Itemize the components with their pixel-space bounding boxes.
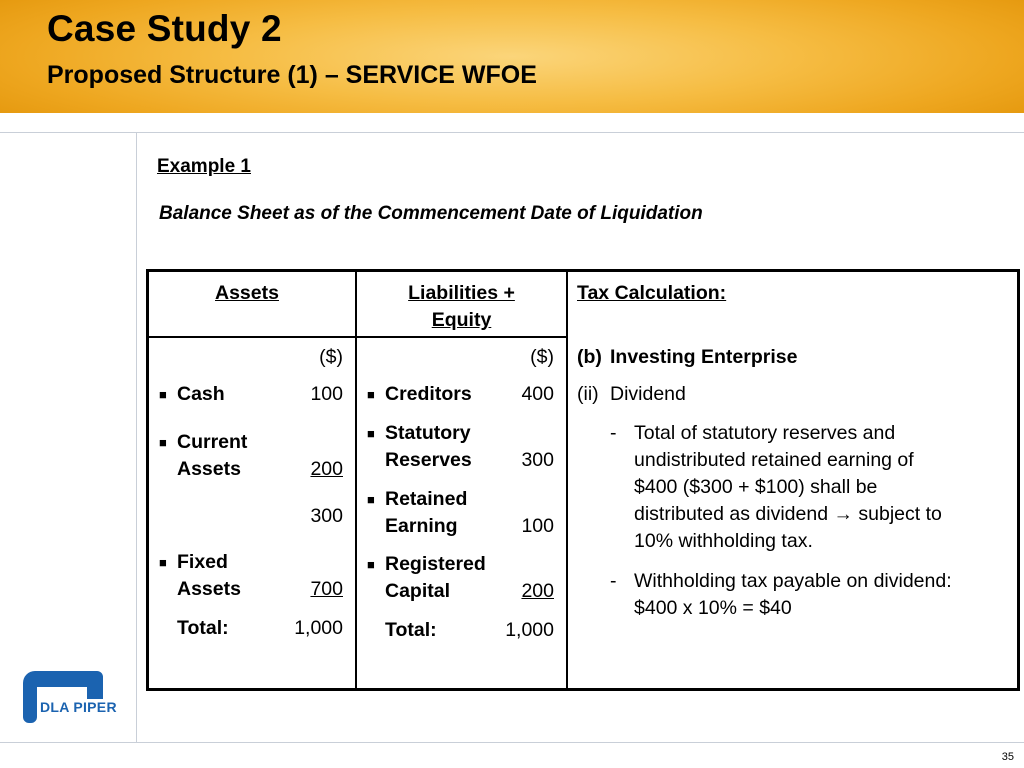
bullet-icon: ■ [367,557,375,572]
assets-total-value: 1,000 [294,617,343,639]
liability-creditors-label: Creditors [385,383,472,405]
liability-statutory-label-line1: Statutory [385,422,471,444]
bullet-icon: ■ [367,426,375,441]
liabilities-unit: ($) [530,346,554,368]
balance-sheet-table [146,269,1020,691]
bullet-icon: ■ [367,492,375,507]
asset-cash-label: Cash [177,383,225,405]
asset-current-label-line1: Current [177,431,248,453]
assets-unit: ($) [319,346,343,368]
tax-heading: Tax Calculation: [577,282,727,304]
asset-fixed-label-line1: Fixed [177,551,228,573]
example-label: Example 1 [157,156,251,177]
left-divider [136,132,137,742]
asset-current-label-line2: Assets [177,458,241,480]
liability-statutory-value: 300 [521,449,554,471]
equity-capital-label-line1: Registered [385,553,486,575]
tax-point-1-line-3: $400 ($300 + $100) shall be [634,476,878,498]
tax-point-1-line-2: undistributed retained earning of [634,449,914,471]
tax-point-1-line-4: distributed as dividend → subject to [634,503,942,525]
equity-capital-value: 200 [521,580,554,602]
tax-sub-title: Dividend [610,383,686,405]
slide-header [0,0,1024,113]
column-divider-2 [566,272,568,688]
asset-cash-value: 100 [310,383,343,405]
slide-title: Case Study 2 [47,8,282,49]
slide-subtitle: Proposed Structure (1) – SERVICE WFOE [47,61,537,89]
tax-section-title: Investing Enterprise [610,346,798,368]
liabilities-heading-line1: Liabilities + [408,282,515,304]
tax-point-2-line-1: Withholding tax payable on dividend: [634,570,952,592]
liabilities-total-label: Total: [385,619,437,641]
liability-statutory-label-line2: Reserves [385,449,472,471]
dla-piper-logo [23,669,120,723]
asset-fixed-value: 700 [310,578,343,600]
asset-fixed-label-line2: Assets [177,578,241,600]
asset-current-value: 200 [310,458,343,480]
column-divider-1 [355,272,357,688]
tax-point-dash: - [610,422,617,444]
bullet-icon: ■ [159,555,167,570]
tax-sub-marker: (ii) [577,383,599,405]
equity-retained-label-line1: Retained [385,488,468,510]
balance-sheet-title: Balance Sheet as of the Commencement Date of Liquidation [159,203,703,224]
liabilities-heading-line2: Equity [431,309,492,331]
bullet-icon: ■ [367,387,375,402]
liability-creditors-value: 400 [521,383,554,405]
equity-retained-value: 100 [521,515,554,537]
tax-point-1-line-1: Total of statutory reserves and [634,422,896,444]
tax-point-1-line-5: 10% withholding tax. [634,530,813,552]
tax-section-marker: (b) [577,346,602,368]
liabilities-total-value: 1,000 [505,619,554,641]
asset-subtotal: 300 [310,505,343,527]
tax-point-dash: - [610,570,617,592]
page-number: 35 [1001,751,1014,763]
equity-retained-label-line2: Earning [385,515,458,537]
logo-text: DLA PIPER [40,699,117,715]
bottom-divider [0,742,1024,743]
assets-heading: Assets [215,282,279,304]
bullet-icon: ■ [159,387,167,402]
bullet-icon: ■ [159,435,167,450]
header-row-divider [149,336,567,338]
equity-capital-label-line2: Capital [385,580,451,602]
assets-total-label: Total: [177,617,229,639]
tax-point-2-line-2: $400 x 10% = $40 [634,597,792,619]
top-divider [0,132,1024,133]
